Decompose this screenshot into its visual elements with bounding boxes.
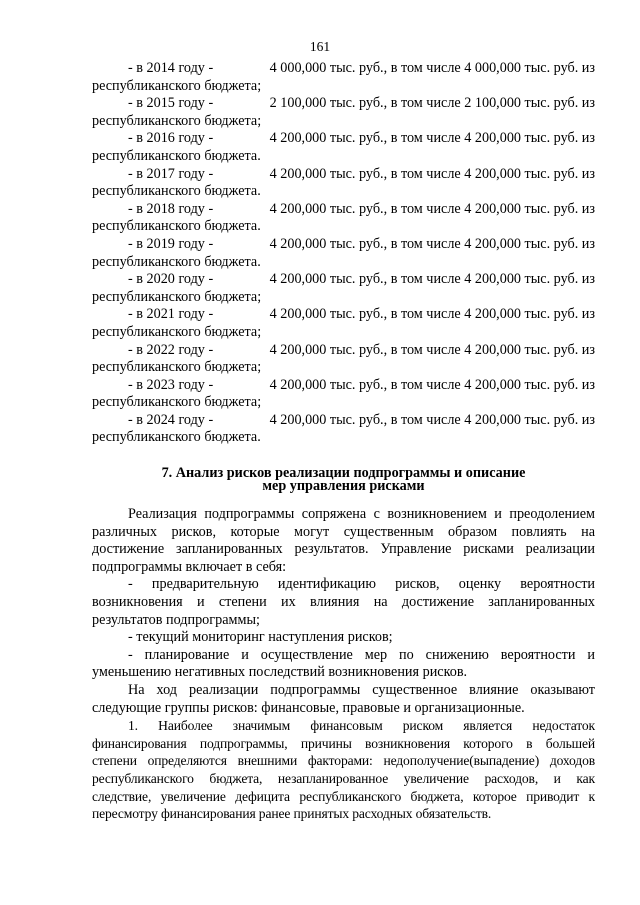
text-line: достижение запланированных результатов. Управление рисками реализации xyxy=(92,541,595,558)
section-heading xyxy=(92,467,595,493)
funding-year-label: - в 2016 году - xyxy=(128,130,214,147)
funding-continuation: республиканского бюджета; xyxy=(92,323,262,340)
text-line: - планирование и осуществление мер по снижению вероятности и xyxy=(128,646,595,663)
funding-item-2020 xyxy=(92,271,595,306)
bullet-monitoring xyxy=(92,629,595,647)
funding-continuation: республиканского бюджета; xyxy=(92,288,262,305)
text-line: финансирования подпрограммы, причины возникновения которого в большей xyxy=(92,735,595,751)
funding-item-2019 xyxy=(92,236,595,271)
text-line: результатов подпрограммы; xyxy=(92,611,260,628)
text-line: уменьшению негативных последствий возникновения рисков. xyxy=(92,664,468,681)
text-line: 1. Наиболее значимым финансовым риском является недостаток xyxy=(128,718,595,734)
text-line: пересмотру финансирования ранее принятых расходных обязательств. xyxy=(92,806,492,822)
text-line: различных рисков, которые могут существенным образом повлиять на xyxy=(92,523,595,540)
text-line: подпрограммы включает в себя: xyxy=(92,558,287,575)
funding-continuation: республиканского бюджета. xyxy=(92,147,261,164)
funding-amount: 4 200,000 тыс. руб., в том числе 4 200,000 тыс. руб. из xyxy=(269,271,595,288)
paragraph-financial-risk xyxy=(92,717,595,823)
funding-item-2024 xyxy=(92,412,595,447)
text-line: Реализация подпрограммы сопряжена с возникновением и преодолением xyxy=(128,506,595,523)
funding-item-2014 xyxy=(92,60,595,95)
funding-year-label: - в 2019 году - xyxy=(128,235,214,252)
funding-year-label: - в 2020 году - xyxy=(128,271,214,288)
section-heading-line-1: 7. Анализ рисков реализации подпрограммы и описание xyxy=(161,465,526,482)
page-number: 161 xyxy=(309,39,331,54)
funding-item-2015 xyxy=(92,95,595,130)
funding-amount: 4 200,000 тыс. руб., в том числе 4 200,000 тыс. руб. из xyxy=(269,376,595,393)
funding-list xyxy=(92,60,595,447)
funding-item-2022 xyxy=(92,342,595,377)
funding-amount: 2 100,000 тыс. руб., в том числе 2 100,000 тыс. руб. из xyxy=(269,95,595,112)
paragraph-risk-groups xyxy=(92,682,595,717)
bullet-identification xyxy=(92,576,595,629)
funding-item-2018 xyxy=(92,201,595,236)
funding-item-2016 xyxy=(92,130,595,165)
funding-amount: 4 000,000 тыс. руб., в том числе 4 000,000 тыс. руб. из xyxy=(269,60,595,76)
funding-continuation: республиканского бюджета. xyxy=(92,183,261,200)
funding-continuation: республиканского бюджета. xyxy=(92,429,261,446)
section-heading-line-2: мер управления рисками xyxy=(262,478,425,495)
funding-amount: 4 200,000 тыс. руб., в том числе 4 200,000 тыс. руб. из xyxy=(269,341,595,358)
funding-continuation: республиканского бюджета. xyxy=(92,253,261,270)
funding-year-label: - в 2022 году - xyxy=(128,341,214,358)
funding-year-label: - в 2023 году - xyxy=(128,376,214,393)
funding-continuation: республиканского бюджета; xyxy=(92,394,262,411)
page-content xyxy=(92,60,595,823)
paragraph-risk-management xyxy=(92,506,595,576)
text-line: республиканского бюджета, незапланированное увеличение расходов, и как xyxy=(92,770,595,786)
funding-amount: 4 200,000 тыс. руб., в том числе 4 200,000 тыс. руб. из xyxy=(269,130,595,147)
funding-continuation: республиканского бюджета; xyxy=(92,359,262,376)
funding-year-label: - в 2017 году - xyxy=(128,165,214,182)
funding-year-label: - в 2014 году - xyxy=(128,60,214,76)
text-line: На ход реализации подпрограммы существенное влияние оказывают xyxy=(128,682,595,698)
funding-item-2021 xyxy=(92,306,595,341)
text-line: возникновения и степени их влияния на достижение запланированных xyxy=(92,594,595,611)
funding-continuation: республиканского бюджета; xyxy=(92,77,262,94)
text-line: следствие, увеличение дефицита республиканского бюджета, которое приводит к xyxy=(92,788,595,804)
funding-year-label: - в 2015 году - xyxy=(128,95,214,112)
funding-item-2017 xyxy=(92,166,595,201)
funding-continuation: республиканского бюджета. xyxy=(92,218,261,235)
funding-amount: 4 200,000 тыс. руб., в том числе 4 200,000 тыс. руб. из xyxy=(269,235,595,252)
funding-continuation: республиканского бюджета; xyxy=(92,112,262,129)
funding-amount: 4 200,000 тыс. руб., в том числе 4 200,000 тыс. руб. из xyxy=(269,411,595,428)
funding-amount: 4 200,000 тыс. руб., в том числе 4 200,000 тыс. руб. из xyxy=(269,200,595,217)
text-line: степени определяются внешними факторами: недополучение(выпадение) доходов xyxy=(92,753,595,769)
text-line: - предварительную идентификацию рисков, оценку вероятности xyxy=(128,576,595,593)
text-line: - текущий мониторинг наступления рисков; xyxy=(128,629,393,646)
bullet-planning xyxy=(92,647,595,682)
funding-year-label: - в 2018 году - xyxy=(128,200,214,217)
funding-amount: 4 200,000 тыс. руб., в том числе 4 200,000 тыс. руб. из xyxy=(269,165,595,182)
funding-amount: 4 200,000 тыс. руб., в том числе 4 200,000 тыс. руб. из xyxy=(269,306,595,323)
funding-year-label: - в 2024 году - xyxy=(128,411,214,428)
funding-year-label: - в 2021 году - xyxy=(128,306,214,323)
funding-item-2023 xyxy=(92,377,595,412)
text-line: следующие группы рисков: финансовые, правовые и организационные. xyxy=(92,699,525,716)
